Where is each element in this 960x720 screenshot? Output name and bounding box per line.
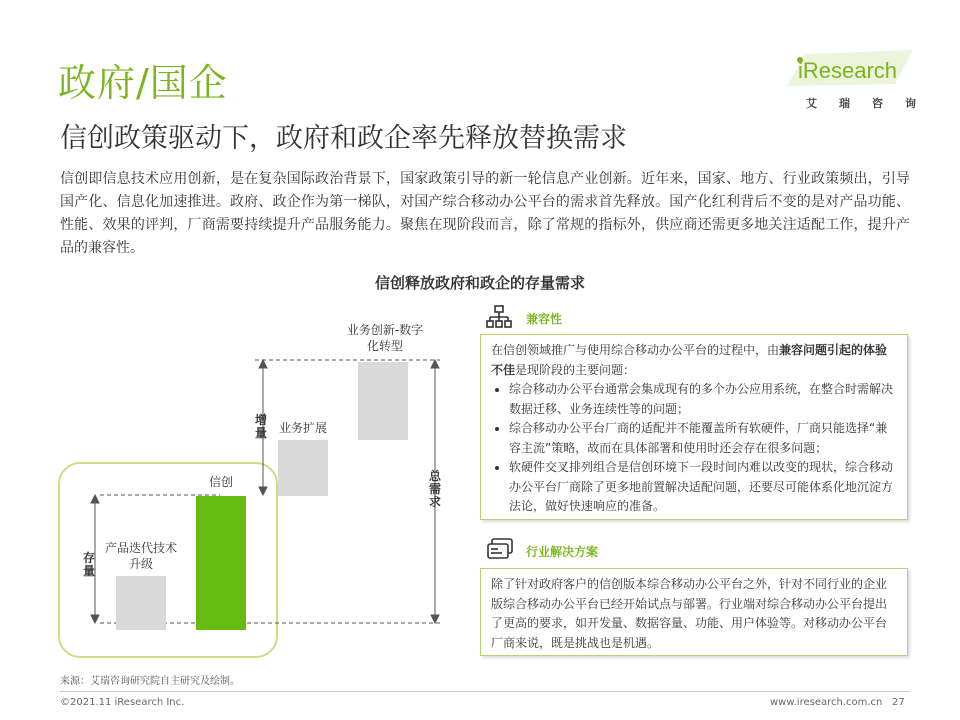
intro-paragraph: 信创即信息技术应用创新，是在复杂国际政治背景下，国家政策引导的新一轮信息产业创新。近年来，国家、地方、行业政策频出，引导国产化、信息化加速推进。政府、政企作为第一梯队，对国产综合移动办公平台的需求首先释放。国产化红利背后不变的是对产品功能、性能、效果的评判，厂商需要持续提升产品服务能力。聚焦在现阶段而言，除了常规的指标外，供应商还需更多地关注适配工作，提升产品的兼容性。 [60,171,910,256]
page-number: 27 [892,697,905,708]
list-item: • 软硬件交叉排列组合是信创环境下一段时间内难以改变的现状，综合移动办公平台厂商除了更多地前置解决适配问题，还要尽可能体系化地沉淀方法论，做好快速响应的准备。 [509,458,897,517]
label-increment: 增量 [254,413,267,440]
industry-heading: 行业解决方案 [526,545,599,559]
label-digital: 业务创新-数字化转型 [346,323,424,353]
step-digital [358,362,408,440]
label-stock: 存量 [82,551,95,578]
compat-card [480,334,908,520]
compat-heading: 兼容性 [526,312,563,326]
compat-intro-bold: 兼容问题引起的体验不佳 [491,343,888,377]
compat-intro-pre: 在信创领域推广与使用综合移动办公平台的过程中，由 [491,343,780,357]
website: www.iresearch.com.cn [770,697,883,708]
solution-icon [486,538,514,560]
step-expand [278,440,328,496]
network-icon [486,305,512,329]
step-product [116,576,166,630]
label-product: 产品迭代技术升级 [104,541,177,571]
list-item: • 综合移动办公平台通常会集成现有的多个办公应用系统，在整合时需解决数据迁移、业务连续性等的问题； [509,380,897,419]
label-xinchuang: 信创 [208,475,233,489]
logo-cn-text: 艾瑞咨询 [806,97,938,110]
logo-text: iResearch [798,58,898,83]
compat-bullet-list [491,380,897,517]
industry-text: 除了针对政府客户的信创版本综合移动办公平台之外，针对不同行业的企业版综合移动办公平台已经开始试点与部署。行业端对综合移动办公平台提出了更高的要求，如开发量、数据容量、功能、用户体验等。对移动办公平台厂商来说，既是挑战也是机遇。 [491,577,888,650]
diagram-title: 信创释放政府和政企的存量需求 [374,274,585,292]
step-xinchuang [196,496,246,630]
compat-intro-post: 是现阶段的主要问题： [515,362,636,377]
label-total: 总需求 [428,469,441,509]
compat-intro [491,341,897,380]
page-subtitle: 信创政策驱动下，政府和政企率先释放替换需求 [60,123,627,154]
list-item: • 综合移动办公平台厂商的适配并不能覆盖所有软硬件，厂商只能选择“兼容主流”策略，故而在具体部署和使用时还会存在很多问题； [509,419,897,458]
page-title: 政府/国企 [58,61,228,105]
copyright: ©2021.11 iResearch Inc. [60,697,185,708]
footer-divider [60,691,910,692]
source-note: 来源：艾瑞咨询研究院自主研究及绘制。 [60,676,240,687]
industry-card [480,568,908,656]
label-expand: 业务扩展 [278,421,327,435]
